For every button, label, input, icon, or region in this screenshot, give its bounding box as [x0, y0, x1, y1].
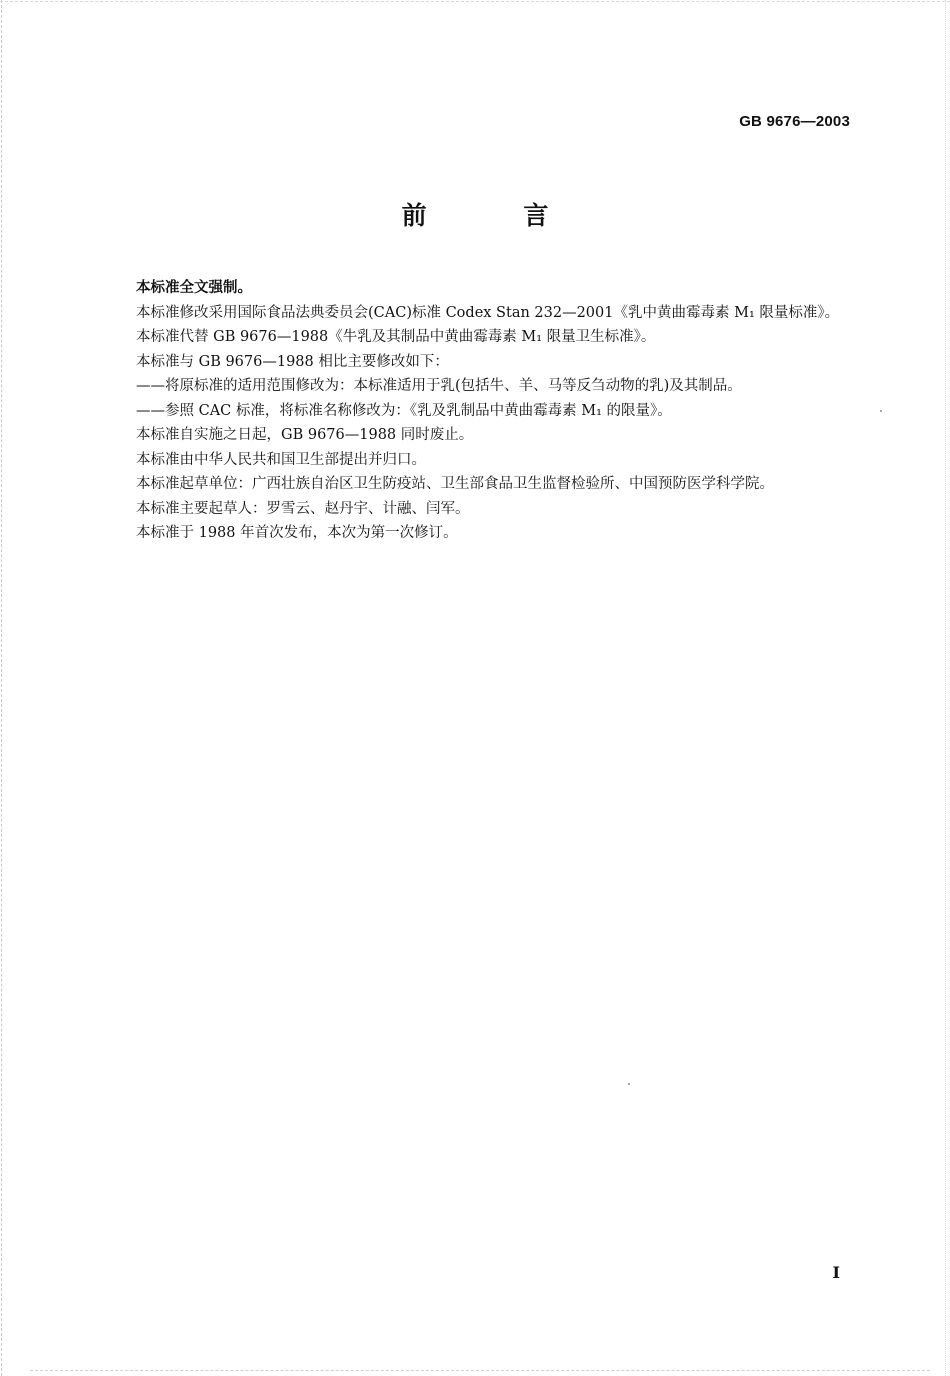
page-title: 前 言 [401, 201, 593, 230]
scan-border-bottom [30, 1370, 930, 1371]
paragraph-change-name: ——参照 CAC 标准，将标准名称修改为：《乳及乳制品中黄曲霉毒素 M₁ 的限量》。 [136, 402, 672, 419]
scan-border-top [0, 1, 950, 2]
paragraph-adoption: 本标准修改采用国际食品法典委员会(CAC)标准 Codex Stan 232—2001《乳中黄曲霉毒素 M₁ 限量标准》。 [136, 304, 840, 321]
foreword-body [100, 276, 852, 546]
paragraph-history: 本标准于 1988 年首次发布，本次为第一次修订。 [136, 525, 458, 541]
paragraph-change-scope: ——将原标准的适用范围修改为：本标准适用于乳(包括牛、羊、马等反刍动物的乳)及其制品。 [136, 378, 742, 394]
paragraph-proposer: 本标准由中华人民共和国卫生部提出并归口。 [136, 451, 426, 468]
paragraph-mandatory: 本标准全文强制。 [136, 280, 252, 296]
standard-code: GB 9676—2003 [739, 113, 850, 130]
paragraph-replaces: 本标准代替 GB 9676—1988《牛乳及其制品中黄曲霉毒素 M₁ 限量卫生标准》。 [136, 329, 656, 345]
paragraph-abolish: 本标准自实施之日起，GB 9676—1988 同时废止。 [136, 427, 474, 443]
scan-speck [628, 1083, 630, 1085]
page-number: I [832, 1263, 840, 1282]
scan-speck [880, 410, 882, 412]
paragraph-drafting-units: 本标准起草单位：广西壮族自治区卫生防疫站、卫生部食品卫生监督检验所、中国预防医学科学院。 [136, 476, 774, 492]
paragraph-changes-intro: 本标准与 GB 9676—1988 相比主要修改如下： [136, 353, 449, 370]
paragraph-drafters: 本标准主要起草人：罗雪云、赵丹宇、计融、闫军。 [136, 500, 470, 517]
